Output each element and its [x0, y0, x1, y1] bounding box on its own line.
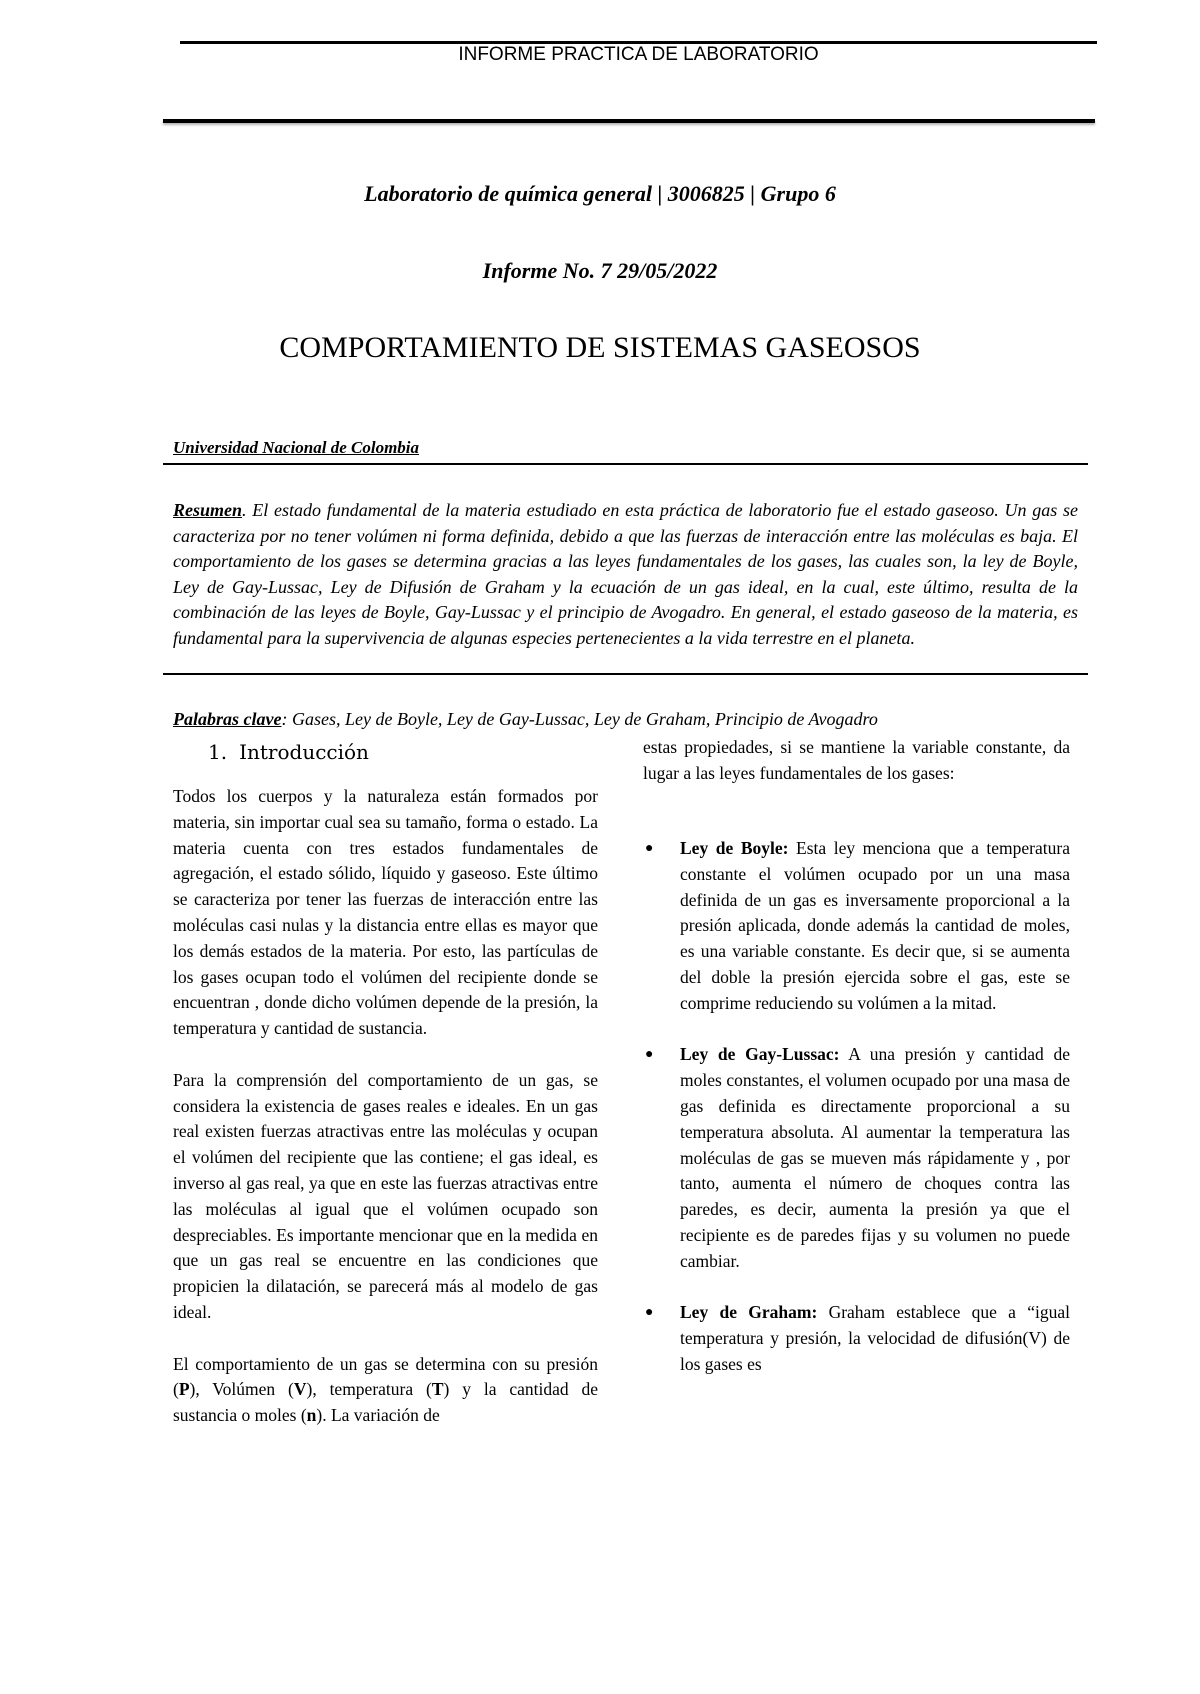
law-name: Ley de Graham:: [680, 1302, 818, 1323]
volume-symbol: V: [293, 1379, 307, 1400]
university-name: Universidad Nacional de Colombia: [173, 438, 420, 457]
abstract-label: Resumen: [173, 500, 243, 520]
moles-symbol: n: [306, 1405, 317, 1426]
report-number-line: Informe No. 7 29/05/2022: [482, 258, 718, 283]
p3-text-1: El comportamiento de un gas se determina con su presión (: [173, 1353, 598, 1400]
abstract-text: . El estado fundamental de la materia estudiado en esta práctica de laboratorio fue el estado gaseoso. Un gas se caracteriza por no tener volúmen ni forma definida, debido a que las fuerzas de interacción entre las moléculas es baja. El comportamiento de los gases se determina gracias a las leyes fundamentales de los gases, las cuales son, la ley de Boyle, Ley de Gay-Lussac, Ley de Difusión de Graham y la ecuación de un gas ideal, en la cual, este último, resulta de la combinación de las leyes de Boyle, Gay-Lussac y el principio de Avogadro. En general, el estado gaseoso de la materia, es fundamental para la supervivencia de algunas especies pertenecientes a la vida terrestre en el planeta.: [173, 500, 1078, 648]
keywords-text: : Gases, Ley de Boyle, Ley de Gay-Lussac, Ley de Graham, Principio de Avogadro: [281, 709, 878, 729]
law-text: A una presión y cantidad de moles constantes, el volumen ocupado por una masa de gas definida es directamente proporcional a su temperatura absoluta. Al aumentar la temperatura las moléculas de gas se mueven más rápidamente y , por tanto, aumenta el número de choques contra las paredes, es decir, aumenta la presión ya que el recipiente es de paredes fijas y su volumen no puede cambiar.: [680, 1044, 1070, 1271]
law-name: Ley de Boyle:: [680, 838, 789, 858]
keywords: [173, 707, 878, 731]
header-bottom-rule: [163, 119, 1095, 123]
p3-text-4: ) y la cantidad de sustancia o moles (: [173, 1379, 598, 1426]
gas-laws-list: [645, 836, 1070, 1378]
p3-text-3: ), temperatura (: [306, 1379, 432, 1400]
list-item-boyle: [645, 836, 1070, 1017]
p3-text-5: ). La variación de: [316, 1405, 440, 1426]
section-heading-introduction: [208, 739, 369, 765]
keywords-label: Palabras clave: [173, 709, 282, 729]
law-text: Esta ley menciona que a temperatura constante el volúmen ocupado por un una masa definida de un gas es inversamente proporcional a la presión aplicada, donde además la cantidad de moles, es una variable constante. Es decir que, si se aumenta del doble la presión ejercida sobre el gas, este se comprime reduciendo su volúmen a la mitad.: [680, 838, 1070, 1013]
law-name: Ley de Gay-Lussac:: [680, 1044, 840, 1065]
right-column: [643, 735, 1070, 787]
p3-text-2: ), Volúmen (: [189, 1379, 294, 1400]
abstract-rule: [163, 673, 1088, 675]
course-line: Laboratorio de química general | 3006825 | Grupo 6: [364, 181, 836, 206]
university-rule: [163, 463, 1088, 465]
temperature-symbol: T: [431, 1379, 444, 1400]
intro-paragraph-3: [173, 1352, 598, 1429]
bullet-icon: ●: [645, 841, 654, 856]
section-number: 1.: [208, 740, 228, 764]
intro-paragraph-2: Para la comprensión del comportamiento de un gas, se considera la existencia de gases reales e ideales. En un gas real existen fuerzas atractivas entre las moléculas y ocupan el volúmen del recipiente que las contiene; el gas ideal, es inverso al gas real, ya que en este las fuerzas atractivas entre las moléculas al igual que el volúmen ocupado son despreciables. Es importante mencionar que en la medida en que un gas real se encuentre en las condiciones que propicien la dilatación, se parecerá más al modelo de gas ideal.: [173, 1069, 598, 1322]
list-item-gay-lussac: [645, 1042, 1070, 1274]
left-column: [173, 784, 598, 1455]
law-text: Graham establece que a “igual temperatura y presión, la velocidad de difusión(V) de los gases es: [680, 1302, 1070, 1374]
abstract: [173, 498, 1078, 651]
intro-continuation: estas propiedades, si se mantiene la variable constante, da lugar a las leyes fundamentales de los gases:: [643, 737, 1070, 783]
intro-paragraph-1: Todos los cuerpos y la naturaleza están formados por materia, sin importar cual sea su tamaño, forma o estado. La materia cuenta con tres estados fundamentales de agregación, el estado sólido, líquido y gaseoso. Este último se caracteriza por tener las fuerzas de interacción entre las moléculas casi nulas y la distancia entre ellas es mayor que los demás estados de la materia. Por esto, las partículas de los gases ocupan todo el volúmen del recipiente donde se encuentran , donde dicho volúmen depende de la presión, la temperatura y cantidad de sustancia.: [173, 786, 598, 1039]
document-header-title: INFORME PRACTICA DE LABORATORIO: [458, 44, 819, 65]
bullet-icon: ●: [645, 1305, 654, 1321]
bullet-icon: ●: [645, 1047, 654, 1063]
document-title: COMPORTAMIENTO DE SISTEMAS GASEOSOS: [279, 331, 921, 364]
list-item-graham: [645, 1300, 1070, 1377]
pressure-symbol: P: [178, 1379, 190, 1400]
section-title: Introducción: [239, 740, 369, 764]
